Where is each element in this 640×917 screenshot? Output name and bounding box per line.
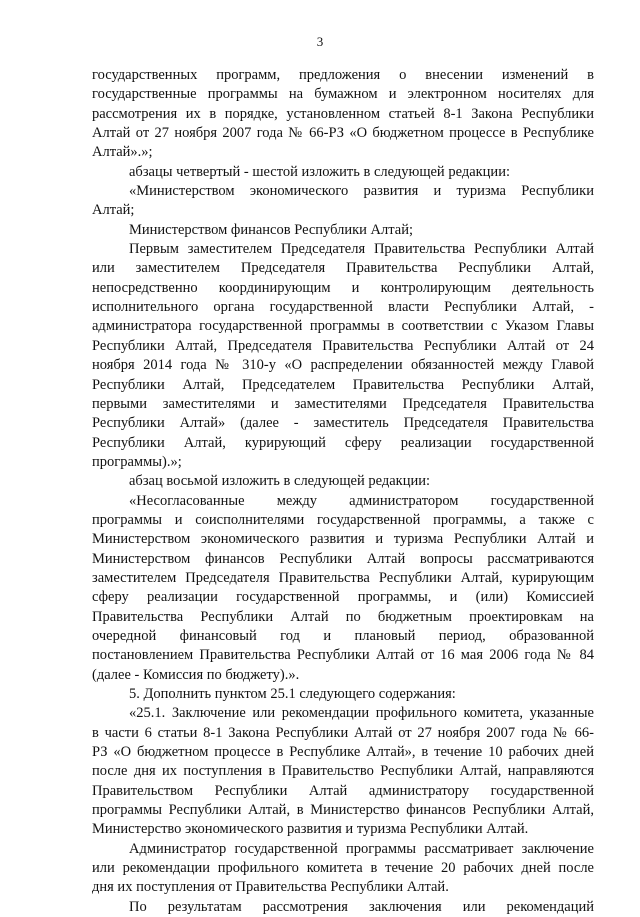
text-line: «Министерством экономического развития и туризма Республики <box>129 183 594 200</box>
text-line: «Несогласованные между администратором государственной <box>129 492 594 509</box>
text-line: после дня их поступления в Правительство Республики Алтай, направляются <box>92 763 594 780</box>
text-line: Первым заместителем Председателя Правительства Республики Алтай <box>129 241 594 258</box>
text-line: непосредственно координирующим и контролирующим деятельность <box>92 279 594 296</box>
document-body <box>92 66 594 917</box>
text-line: абзац восьмой изложить в следующей редакции: <box>129 473 431 490</box>
text-line: ноября 2014 года № 310-у «О распределении обязанностей между Главой <box>92 357 594 374</box>
text-line: или рекомендации профильного комитета в течение 20 рабочих дней после <box>92 860 594 877</box>
text-line: абзацы четвертый - шестой изложить в следующей редакции: <box>129 163 510 180</box>
text-line: Министерством финансов Республики Алтай; <box>129 221 414 238</box>
text-line: администратора государственной программы в соответствии с Указом Главы <box>92 318 594 335</box>
text-line: постановлением Правительства Республики Алтай от 16 мая 2006 года № 84 <box>92 647 594 664</box>
text-line: дня их поступления от Правительства Республики Алтай. <box>92 879 449 896</box>
text-line: заместителем Председателя Правительства Республики Алтай, курирующим <box>92 569 594 586</box>
text-line: По результатам рассмотрения заключения или рекомендаций <box>129 898 594 915</box>
text-line: рассмотрения их в порядке, установленном статьей 8-1 Закона Республики <box>92 105 594 122</box>
text-line: «25.1. Заключение или рекомендации профильного комитета, указанные <box>129 705 594 722</box>
text-line: 5. Дополнить пунктом 25.1 следующего содержания: <box>129 686 456 702</box>
text-line: Республики Алтай, Председателя Правительства Республики Алтай от 24 <box>92 337 594 354</box>
text-line: первыми заместителями и заместителями Председателя Правительства <box>92 395 594 412</box>
text-line: государственных программ, предложения о внесении изменений в <box>92 67 594 83</box>
text-line: программы и соисполнителями государственной программы, а также с <box>92 511 594 528</box>
text-line: в части 6 статьи 8-1 Закона Республики Алтай от 27 ноября 2007 года № 66- <box>92 724 594 741</box>
text-line: Администратор государственной программы рассматривает заключение <box>129 840 594 857</box>
text-line: исполнительного органа государственной власти Республики Алтай, - <box>92 299 594 316</box>
text-line: Алтай от 27 ноября 2007 года № 66-РЗ «О бюджетном процессе в Республике <box>92 125 594 142</box>
text-line: Республики Алтай, Председателем Правительства Республики Алтай, <box>92 376 594 393</box>
text-line: Правительством Республики Алтай администратору государственной <box>92 782 594 799</box>
text-line: или заместителем Председателя Правительства Республики Алтай, <box>92 260 594 277</box>
text-line: (далее - Комиссия по бюджету).». <box>92 666 300 683</box>
page-number: 3 <box>316 34 324 49</box>
text-line: Министерством финансов Республики Алтай вопросы рассматриваются <box>92 550 594 567</box>
text-line: Правительства Республики Алтай по бюджетным проектировкам на <box>92 608 594 625</box>
text-line: РЗ «О бюджетном процессе в Республике Алтай», в течение 10 рабочих дней <box>92 744 594 761</box>
text-line: программы Республики Алтай, в Министерство финансов Республики Алтай, <box>92 802 594 819</box>
text-line: Министерством экономического развития и туризма Республики Алтай и <box>92 531 594 548</box>
text-line: сферу реализации государственной программы, и (или) Комиссией <box>92 589 594 606</box>
text-line: очередной финансовый год и плановый период, образованной <box>92 627 594 644</box>
text-line: Республики Алтай, курирующий сферу реализации государственной <box>92 434 594 451</box>
text-line: Республики Алтай» (далее - заместитель Председателя Правительства <box>92 415 594 432</box>
text-line: государственные программы на бумажном и электронном носителях для <box>92 86 594 103</box>
text-line: программы).»; <box>92 453 182 470</box>
text-line: Алтай; <box>92 202 135 219</box>
text-line: Министерство экономического развития и туризма Республики Алтай. <box>92 821 529 838</box>
text-line: Алтай».»; <box>92 144 153 161</box>
